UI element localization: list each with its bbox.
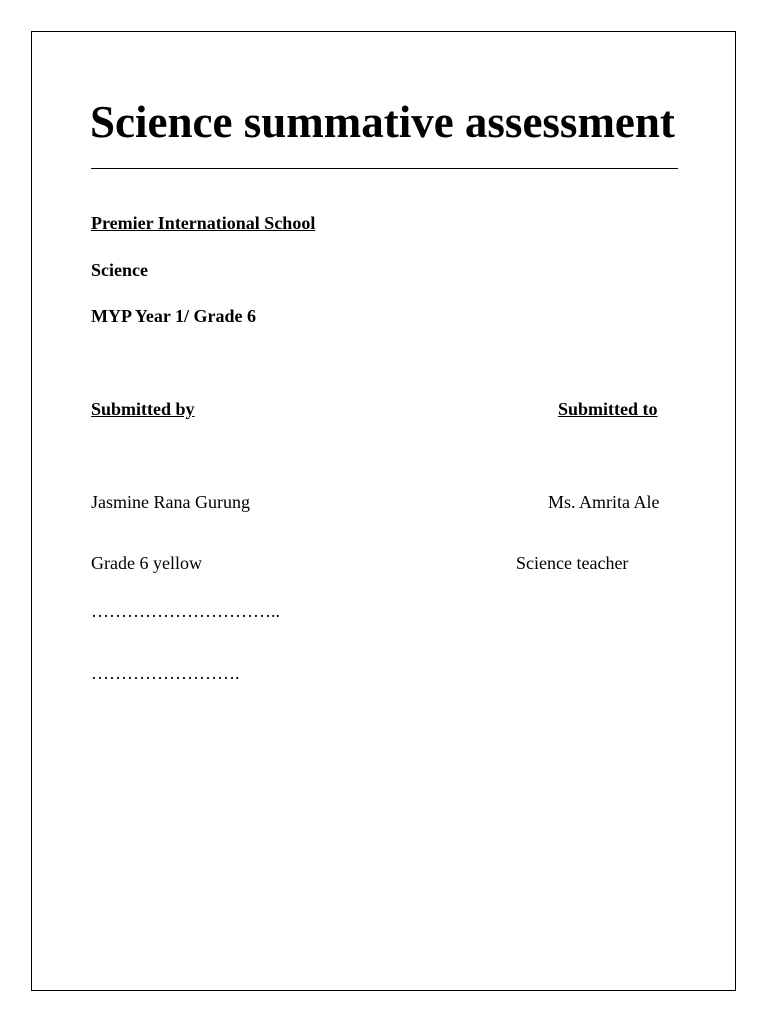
dotted-line-2: …………………….	[91, 663, 240, 683]
student-class: Grade 6 yellow	[91, 553, 202, 573]
dotted-line-1: …………………………..	[91, 601, 280, 621]
title-divider	[91, 168, 678, 169]
document-title: Science summative assessment	[90, 97, 675, 147]
grade-level: MYP Year 1/ Grade 6	[91, 306, 256, 326]
school-name: Premier International School	[91, 213, 316, 233]
submitted-to-heading: Submitted to	[558, 399, 658, 419]
teacher-name: Ms. Amrita Ale	[548, 492, 660, 512]
student-name: Jasmine Rana Gurung	[91, 492, 250, 512]
teacher-role: Science teacher	[516, 553, 629, 573]
subject-name: Science	[91, 260, 148, 280]
submitted-by-heading: Submitted by	[91, 399, 195, 419]
